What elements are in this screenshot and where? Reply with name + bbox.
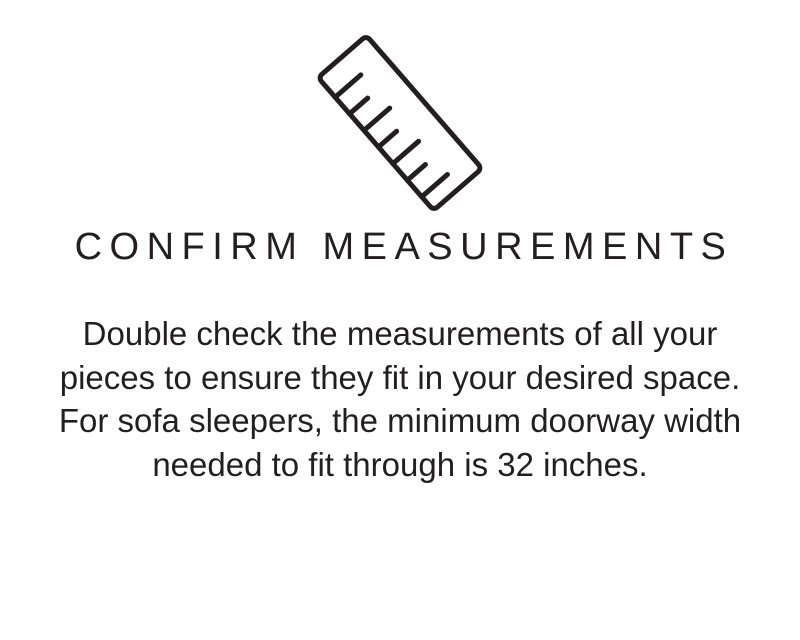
tip-description: Double check the measurements of all your pieces to ensure they fit in your desired space. For sofa sleepers, the minimum doorway width needed to fit through is 32 inches. [58, 315, 742, 483]
ruler-icon [290, 23, 510, 223]
icon-container [290, 18, 510, 228]
page-title: CONFIRM MEASUREMENTS [74, 226, 734, 268]
